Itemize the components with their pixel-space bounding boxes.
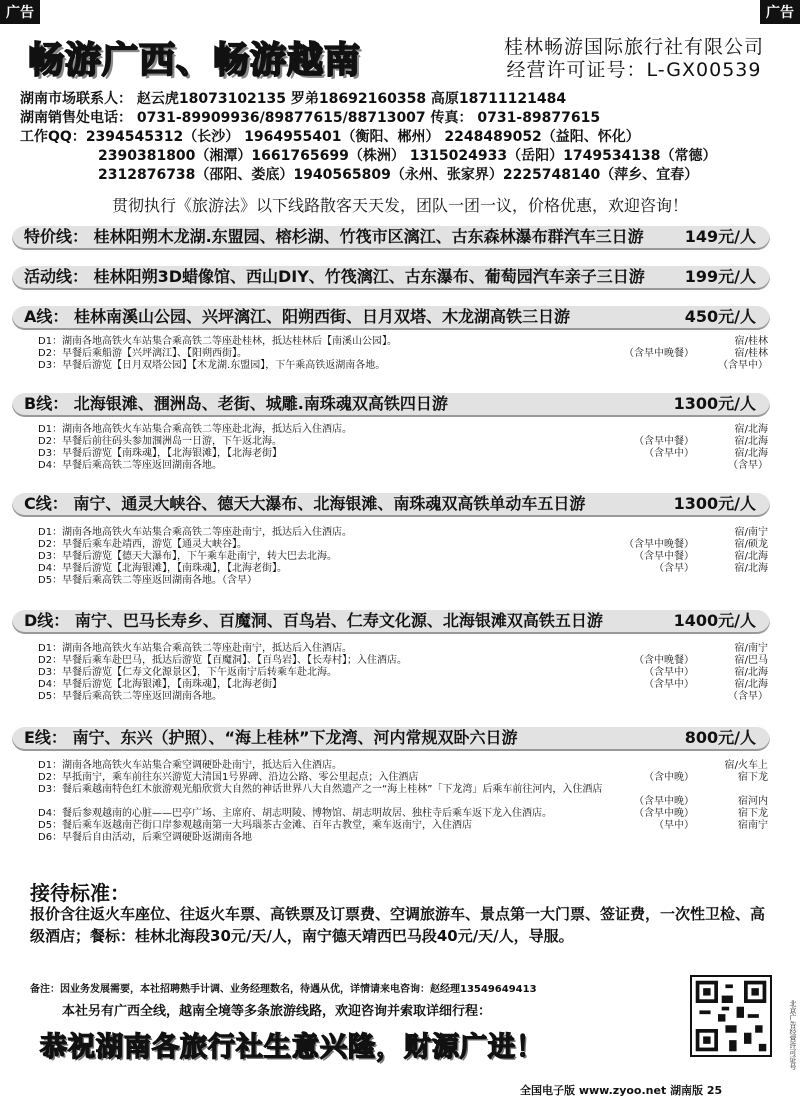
day-description: D2：早餐后乘船游【兴坪漓江】、【阳朔西街】。 — [38, 348, 248, 359]
day-meals: （含早） — [654, 563, 694, 574]
day-lodging: 宿/北海 — [734, 448, 768, 459]
line-d-title: D线： 南宁、巴马长寿乡、百魔洞、百鸟岩、仁寿文化源、北海银滩双高铁五日游 — [24, 611, 603, 630]
day-lodging: （含早） — [728, 460, 768, 471]
qq-line-3: 2312876738（邵阳、娄底）1940565809（永州、张家界）2225748140（萍乡、宜春） — [98, 167, 699, 183]
itinerary-day — [38, 551, 768, 563]
standard-title: 接待标准： — [30, 881, 130, 905]
day-lodging: 宿/北海 — [734, 563, 768, 574]
line-d-price: 1400元/人 — [673, 611, 756, 630]
company-block — [504, 36, 764, 82]
itinerary-day — [38, 832, 768, 844]
qq-label: 工作QQ： — [20, 129, 86, 145]
itinerary-day — [38, 360, 768, 372]
day-description: D1：湖南各地高铁火车站集合乘高铁二等座赴南宁，抵达后入住酒店。 — [38, 527, 353, 538]
day-meals: （含早中晚餐） — [624, 348, 694, 359]
day-description: D2：早抵南宁，乘车前往东兴游览大清国1号界碑、沿边公路、零公里起点；入住酒店 — [38, 772, 419, 783]
day-description: D2：早餐后乘车赴巴马，抵达后游览【百魔洞】、【百鸟岩】、【长寿村】；入住酒店。 — [38, 655, 408, 666]
day-lodging: 宿河内 — [738, 796, 768, 807]
day-lodging: 宿/北海 — [734, 424, 768, 435]
day-description: D6：早餐后自由活动，后乘空调硬卧返湖南各地 — [38, 832, 253, 843]
day-meals: （含早中晚餐） — [624, 539, 694, 550]
footer-edition: 湖南版 — [670, 1084, 704, 1097]
day-description: D1：湖南各地高铁火车站集合乘空调硬卧赴南宁，抵达后入住酒店。 — [38, 760, 343, 771]
footer — [520, 1082, 722, 1098]
day-lodging: （含早） — [728, 691, 768, 702]
special-line-band — [12, 224, 770, 250]
itinerary-day — [38, 424, 768, 436]
standard-body: 报价含往返火车座位、往返火车票、高铁票及订票费、空调旅游车、景点第一大门票、签证费，一次性卫检、高级酒店；餐标：桂林北海段30元/天/人，南宁德天靖西巴马段40元/天/人，导服。 — [30, 905, 766, 945]
itinerary-day — [38, 460, 768, 472]
line-c-price: 1300元/人 — [673, 494, 756, 513]
line-e-itinerary — [38, 760, 768, 844]
brand-title: 畅游广西、畅游越南 — [28, 40, 362, 81]
ad-tag-left: 广告 — [0, 0, 40, 24]
line-b-itinerary — [38, 424, 768, 472]
day-meals: （含早中晚） — [634, 808, 694, 819]
contacts-block — [20, 90, 790, 185]
day-description: D3：早餐后游览【仁寿文化源景区】，下午返南宁后转乘车赴北海。 — [38, 667, 338, 678]
itinerary-day — [38, 539, 768, 551]
line-b-price: 1300元/人 — [673, 394, 756, 413]
qq-line-2: 2390381800（湘潭）1661765699（株洲） 1315024933（岳阳）1749534138（常德） — [98, 148, 717, 164]
line-e-title: E线： 南宁、东兴（护照）、“海上桂林”下龙湾、河内常规双卧六日游 — [24, 728, 518, 747]
line-e-band — [12, 725, 770, 751]
company-name: 桂林畅游国际旅行社有限公司 — [503, 36, 764, 58]
line-c-title: C线： 南宁、通灵大峡谷、德天大瀑布、北海银滩、南珠魂双高铁单动车五日游 — [24, 494, 586, 513]
line-a-title: A线： 桂林南溪山公园、兴坪漓江、阳朔西街、日月双塔、木龙湖高铁三日游 — [24, 307, 570, 326]
slogan: 贯彻执行《旅游法》以下线路散客天天发，团队一团一议，价格优惠，欢迎咨询！ — [111, 196, 688, 215]
day-description: D3：餐后乘越南特色红木旅游观光船欣赏大自然的神话世界八大自然遗产之一“海上桂林”「下龙湾」后乘车前往河内，入住酒店 — [38, 784, 603, 795]
itinerary-day — [38, 655, 768, 667]
line-c-itinerary — [38, 527, 768, 587]
page-number: 25 — [706, 1084, 723, 1097]
day-description: D1：湖南各地高铁火车站集合乘高铁二等座赴桂林，抵达桂林后【南溪山公园】。 — [38, 336, 398, 347]
day-description: D3：早餐后游览【南珠魂】，【北海银滩】，【北海老街】 — [38, 448, 283, 459]
side-license-text: 北京广告经营许可证号 — [789, 1000, 797, 1070]
line-a-itinerary — [38, 336, 768, 372]
day-meals: （含早中） — [644, 679, 694, 690]
day-lodging: 宿/桂林 — [734, 336, 768, 347]
line-d-itinerary — [38, 643, 768, 703]
itinerary-day — [38, 691, 768, 703]
itinerary-day — [38, 448, 768, 460]
day-lodging: 宿下龙 — [738, 808, 768, 819]
day-description: D5：餐后乘车返越南芒街口岸参观越南第一大玛瑙茶古金滩、百年古教堂，乘车返南宁，入住酒店 — [38, 820, 473, 831]
day-description: D4：早餐后游览【北海银滩】，【南珠魂】，【北海老街】 — [38, 679, 283, 690]
congrats-banner: 恭祝湖南各旅行社生意兴隆，财源广进！ — [40, 1032, 544, 1063]
itinerary-day — [38, 679, 768, 691]
license-number: 经营许可证号：L-GX00539 — [506, 59, 762, 81]
activity-line-price: 199元/人 — [684, 267, 756, 286]
line-b-title: B线： 北海银滩、涠洲岛、老街、城雕.南珠魂双高铁四日游 — [24, 394, 448, 413]
day-lodging: 宿/北海 — [734, 679, 768, 690]
day-lodging: 宿下龙 — [738, 772, 768, 783]
day-lodging: 宿/巴马 — [734, 655, 768, 666]
recruitment-remark: 备注：因业务发展需要，本社招聘熟手计调、业务经理数名，待遇从优，详情请来电咨询：赵经理13549649413 — [30, 984, 537, 995]
day-description: D5：早餐后乘高铁二等座返回湖南各地。（含早） — [38, 575, 258, 586]
qq-line-1 — [20, 128, 790, 147]
market-contacts: 湖南市场联系人： 赵云虎18073102135 罗弟18692160358 高原18711121484 — [20, 91, 567, 107]
day-description: D2：早餐后乘车赴靖西，游览【通灵大峡谷】。 — [38, 539, 248, 550]
day-meals: （含早中餐） — [634, 551, 694, 562]
day-description: D2：早餐后前往码头参加涠洲岛一日游，下午返北海。 — [38, 436, 283, 447]
day-meals: （含早中） — [644, 448, 694, 459]
day-meals: （含早中晚） — [634, 796, 694, 807]
line-b-band — [12, 391, 770, 417]
day-meals: （早中） — [654, 820, 694, 831]
itinerary-day — [38, 348, 768, 360]
line-a-price: 450元/人 — [684, 307, 756, 326]
itinerary-day — [38, 808, 768, 820]
day-lodging: 宿/南宁 — [734, 643, 768, 654]
itinerary-day — [38, 575, 768, 587]
qr-code-icon — [690, 975, 772, 1057]
itinerary-day — [38, 336, 768, 348]
day-description: D1：湖南各地高铁火车站集合乘高铁二等座赴北海，抵达后入住酒店。 — [38, 424, 353, 435]
day-description: D5：早餐后乘高铁二等座返回湖南各地。 — [38, 691, 223, 702]
special-line-title: 特价线： 桂林阳朔木龙湖.东盟园、榕杉湖、竹筏市区漓江、古东森林瀑布群汽车三日游 — [24, 227, 644, 246]
day-lodging: （含早中） — [718, 360, 768, 371]
itinerary-day — [38, 563, 768, 575]
day-meals: （含早中餐） — [634, 436, 694, 447]
itinerary-day — [38, 527, 768, 539]
day-lodging: 宿/桂林 — [734, 348, 768, 359]
itinerary-day — [38, 820, 768, 832]
day-lodging: 宿/硕龙 — [734, 539, 768, 550]
itinerary-day — [38, 784, 768, 796]
day-description: D4：早餐后乘高铁二等座返回湖南各地。 — [38, 460, 223, 471]
day-description: D4：早餐后游览【北海银滩】，【南珠魂】，【北海老街】。 — [38, 563, 288, 574]
itinerary-day — [38, 796, 768, 808]
sales-phone: 湖南销售处电话： 0731-89909936/89877615/88713007 传真： 0731-89877615 — [20, 110, 601, 126]
day-description: D1：湖南各地高铁火车站集合乘高铁二等座赴南宁，抵达后入住酒店。 — [38, 643, 353, 654]
day-description: D3：早餐后游览【德天大瀑布】，下午乘车赴南宁，转大巴去北海。 — [38, 551, 338, 562]
itinerary-day — [38, 760, 768, 772]
day-lodging: 宿/北海 — [734, 551, 768, 562]
activity-line-band — [12, 264, 770, 290]
special-line-price: 149元/人 — [684, 227, 756, 246]
day-lodging: 宿/北海 — [734, 667, 768, 678]
itinerary-day — [38, 667, 768, 679]
day-meals: （含早中） — [644, 667, 694, 678]
day-description: D3：早餐后游览【日月双塔公园】【木龙湖.东盟园】，下午乘高铁返湖南各地。 — [38, 360, 386, 371]
day-description: D4：餐后参观越南的心脏——巴亭广场、主席府、胡志明陵、博物馆、胡志明故居、独柱寺后乘车返下龙入住酒店。 — [38, 808, 553, 819]
day-lodging: 宿/南宁 — [734, 527, 768, 538]
footer-site: 全国电子版 www.zyoo.net — [520, 1084, 667, 1097]
line-e-price: 800元/人 — [684, 728, 756, 747]
activity-line-title: 活动线： 桂林阳朔3D蜡像馆、西山DIY、竹筏漓江、古东瀑布、葡萄园汽车亲子三日游 — [24, 267, 645, 286]
day-lodging: 宿/火车上 — [724, 760, 768, 771]
day-meals: （含中晚餐） — [634, 655, 694, 666]
qq-values-1: 2394545312（长沙） 1964955401（衡阳、郴州） 2248489052（益阳、怀化） — [85, 129, 640, 145]
day-lodging: 宿南宁 — [738, 820, 768, 831]
day-lodging: 宿/北海 — [734, 436, 768, 447]
line-a-band — [12, 304, 770, 330]
more-routes-note: 本社另有广西全线，越南全境等多条旅游线路，欢迎咨询并索取详细行程： — [62, 1004, 492, 1019]
ad-tag-right: 广告 — [760, 0, 800, 24]
itinerary-day — [38, 436, 768, 448]
itinerary-day — [38, 643, 768, 655]
itinerary-day — [38, 772, 768, 784]
day-meals: （含中晚） — [644, 772, 694, 783]
line-d-band — [12, 608, 770, 634]
line-c-band — [12, 491, 770, 517]
